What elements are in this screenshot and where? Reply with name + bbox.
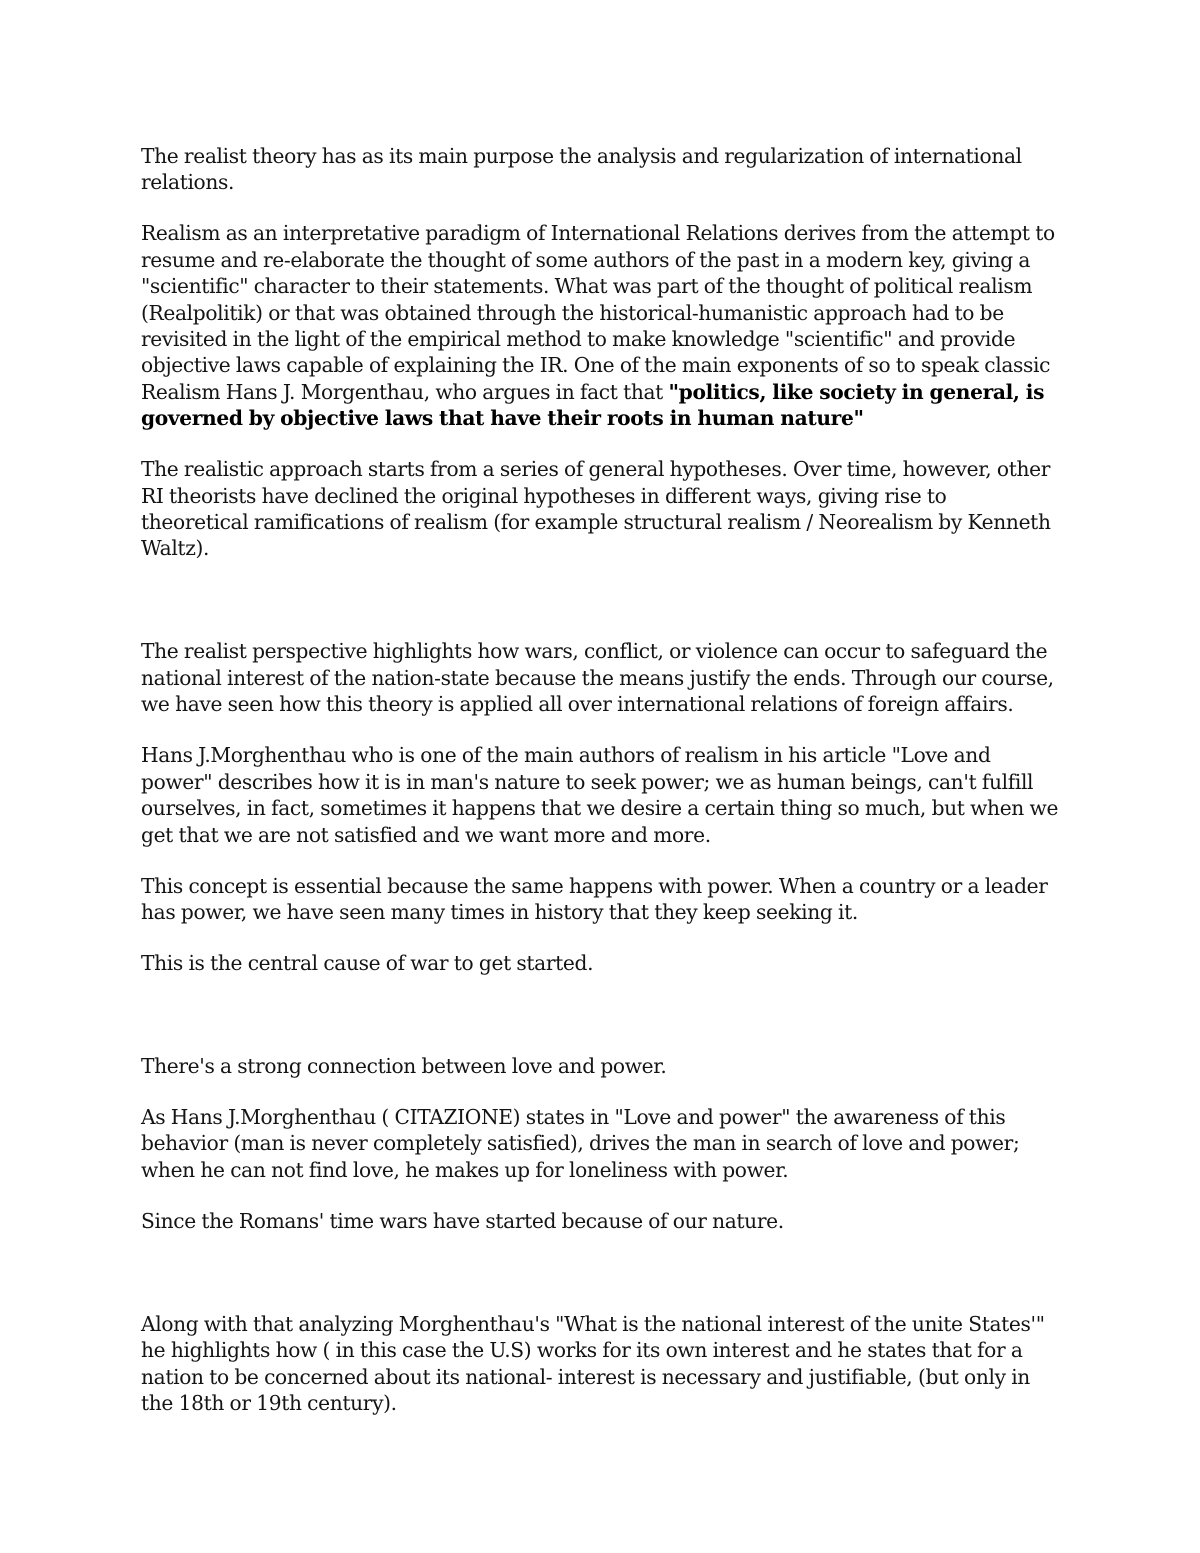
paragraph-11: Along with that analyzing Morghenthau's "What is the national interest of the unite States'" he highlights how ( in this case the U.S) works for its own interest and he states that for a nation to be concerned about its national- interest is necessary and justifiable, (but only in the 18th or 19th century).	[141, 1311, 1045, 1415]
blank-line	[141, 1259, 1059, 1311]
paragraph-8: There's a strong connection between love and power.	[141, 1053, 667, 1078]
paragraph-2-text: Realism as an interpretative paradigm of International Relations derives from the attempt to resume and re-elaborate the thought of some authors of the past in a modern key, giving a "scientific" character to their statements. What was part of the thought of political realism (Realpolitik) or that was obtained through the historical-humanistic approach had to be revisited in the light of the empirical method to make knowledge "scientific" and provide objective laws capable of explaining the IR. One of the main exponents of so to speak classic Realism Hans J. Morgenthau, who argues in fact that	[141, 221, 1055, 404]
blank-line	[141, 586, 1059, 638]
paragraph-4: The realist perspective highlights how wars, conflict, or violence can occur to safeguard the national interest of the nation-state because the means justify the ends. Through our course, we have seen how this theory is applied all over international relations of foreign affairs.	[141, 639, 1054, 717]
paragraph-1: The realist theory has as its main purpose the analysis and regularization of international relations.	[141, 144, 1022, 195]
morgenthau-quote: "politics, like society in general, is governed by objective laws that have their roots in human nature"	[141, 379, 1045, 431]
blank-line	[141, 1001, 1059, 1053]
paragraph-2	[141, 220, 1059, 431]
paragraph-6: This concept is essential because the same happens with power. When a country or a leader has power, we have seen many times in history that they keep seeking it.	[141, 873, 1048, 924]
paragraph-10: Since the Romans' time wars have started because of our nature.	[141, 1208, 784, 1233]
paragraph-9: As Hans J.Morghenthau ( CITAZIONE) states in "Love and power" the awareness of this behavior (man is never completely satisfied), drives the man in search of love and power; when he can not find love, he makes up for loneliness with power.	[141, 1104, 1020, 1182]
document-body	[141, 143, 1059, 1441]
paragraph-3: The realistic approach starts from a series of general hypotheses. Over time, however, other RI theorists have declined the original hypotheses in different ways, giving rise to theoretical ramifications of realism (for example structural realism / Neorealism by Kenneth Waltz).	[141, 457, 1051, 561]
paragraph-5: Hans J.Morghenthau who is one of the main authors of realism in his article "Love and power" describes how it is in man's nature to seek power; we as human beings, can't fulfill ourselves, in fact, sometimes it happens that we desire a certain thing so much, but when we get that we are not satisfied and we want more and more.	[141, 743, 1059, 847]
paragraph-7: This is the central cause of war to get started.	[141, 950, 594, 975]
